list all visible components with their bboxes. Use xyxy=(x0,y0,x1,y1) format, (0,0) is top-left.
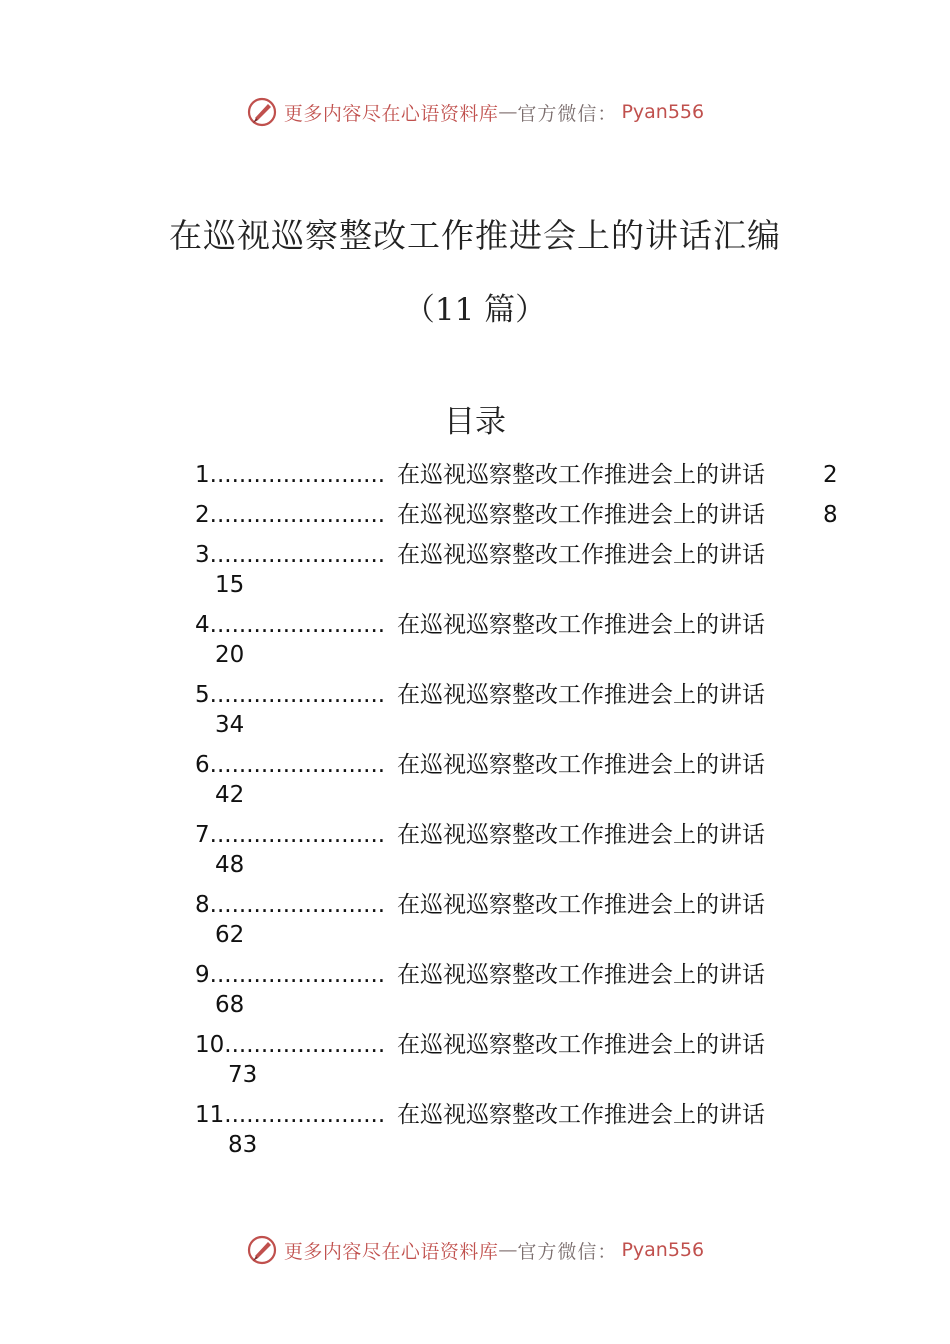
toc-entry-number: 1 xyxy=(195,462,210,488)
toc-entry-label: 在巡视巡察整改工作推进会上的讲话 xyxy=(397,542,765,568)
toc-leader-dots: ...................... xyxy=(224,1032,386,1058)
toc-leader-dots: ........................ xyxy=(209,752,386,778)
toc-entry[interactable] xyxy=(195,500,855,540)
toc-entry-number: 9 xyxy=(195,962,210,988)
toc-entry-label: 在巡视巡察整改工作推进会上的讲话 xyxy=(397,822,765,848)
document-title: 在巡视巡察整改工作推进会上的讲话汇编 xyxy=(169,216,781,255)
toc-entry-label: 在巡视巡察整改工作推进会上的讲话 xyxy=(397,462,765,488)
watermark-separator: — xyxy=(498,1239,518,1261)
toc-leader-dots: ........................ xyxy=(209,612,386,638)
toc-entry-number: 4 xyxy=(195,612,210,638)
toc-entry-number: 8 xyxy=(195,892,210,918)
toc-entry-label: 在巡视巡察整改工作推进会上的讲话 xyxy=(397,1032,765,1058)
toc-entry[interactable] xyxy=(195,890,855,960)
toc-entry-number: 7 xyxy=(195,822,210,848)
toc-heading: 目录 xyxy=(444,404,506,440)
toc-entry-page: 42 xyxy=(215,782,245,808)
toc-entry-number: 11 xyxy=(195,1102,225,1128)
watermark-text: 更多内容尽在心语资料库 xyxy=(283,102,499,125)
toc-entry-page: 2 xyxy=(823,462,838,488)
toc-entry-page: 20 xyxy=(215,642,245,668)
toc-entry[interactable] xyxy=(195,460,855,500)
toc-entry-label: 在巡视巡察整改工作推进会上的讲话 xyxy=(397,612,765,638)
toc-entry[interactable] xyxy=(195,1100,855,1170)
watermark-wechat-label: 官方微信： xyxy=(517,1240,618,1263)
toc-entry[interactable] xyxy=(195,820,855,890)
toc-entry[interactable] xyxy=(195,960,855,1030)
toc-entry-page: 8 xyxy=(823,502,838,528)
toc-entry-page: 34 xyxy=(215,712,245,738)
toc-entry-label: 在巡视巡察整改工作推进会上的讲话 xyxy=(397,962,765,988)
watermark-text: 更多内容尽在心语资料库 xyxy=(283,1240,499,1263)
quill-logo-icon xyxy=(246,1234,278,1266)
toc-leader-dots: ........................ xyxy=(209,962,386,988)
toc-entry[interactable] xyxy=(195,610,855,680)
toc-entry-number: 5 xyxy=(195,682,210,708)
toc-entry-page: 68 xyxy=(215,992,245,1018)
toc-leader-dots: ........................ xyxy=(209,542,386,568)
toc-entry-label: 在巡视巡察整改工作推进会上的讲话 xyxy=(397,752,765,778)
toc-entry-page: 15 xyxy=(215,572,245,598)
toc-entry-page: 48 xyxy=(215,852,245,878)
toc-entry-label: 在巡视巡察整改工作推进会上的讲话 xyxy=(397,682,765,708)
watermark-wechat-label: 官方微信： xyxy=(517,102,618,125)
toc-entry-label: 在巡视巡察整改工作推进会上的讲话 xyxy=(397,502,765,528)
toc-leader-dots: ........................ xyxy=(209,502,386,528)
table-of-contents xyxy=(195,460,855,1170)
watermark-banner-top xyxy=(0,96,950,128)
toc-entry-page: 83 xyxy=(228,1132,258,1158)
watermark-separator: — xyxy=(498,101,518,123)
quill-logo-icon xyxy=(246,96,278,128)
toc-entry[interactable] xyxy=(195,680,855,750)
toc-entry[interactable] xyxy=(195,1030,855,1100)
toc-entry-number: 2 xyxy=(195,502,210,528)
toc-leader-dots: ........................ xyxy=(209,822,386,848)
toc-leader-dots: ........................ xyxy=(209,892,386,918)
watermark-wechat-id: Pyan556 xyxy=(621,1239,705,1261)
toc-leader-dots: ........................ xyxy=(209,682,386,708)
watermark-wechat-id: Pyan556 xyxy=(621,101,705,123)
toc-entry[interactable] xyxy=(195,750,855,820)
toc-entry-label: 在巡视巡察整改工作推进会上的讲话 xyxy=(397,892,765,918)
document-subtitle: （11 篇） xyxy=(403,292,547,328)
toc-entry-number: 6 xyxy=(195,752,210,778)
toc-entry-label: 在巡视巡察整改工作推进会上的讲话 xyxy=(397,1102,765,1128)
toc-entry-number: 3 xyxy=(195,542,210,568)
toc-entry-number: 10 xyxy=(195,1032,225,1058)
toc-entry-page: 73 xyxy=(228,1062,258,1088)
toc-entry[interactable] xyxy=(195,540,855,610)
toc-leader-dots: ...................... xyxy=(224,1102,386,1128)
toc-entry-page: 62 xyxy=(215,922,245,948)
watermark-banner-bottom xyxy=(0,1234,950,1266)
toc-leader-dots: ........................ xyxy=(209,462,386,488)
